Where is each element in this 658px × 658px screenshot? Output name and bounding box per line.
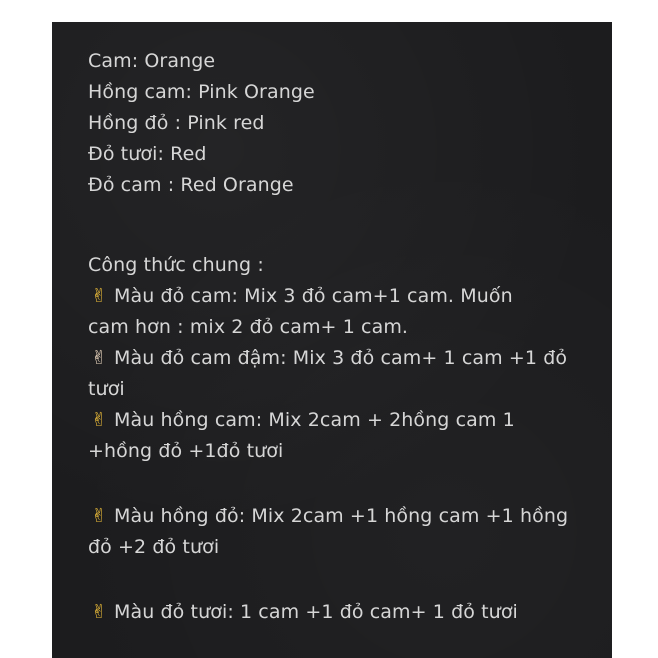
formula-line	[88, 405, 598, 436]
victory-hand-icon: ✌	[90, 285, 108, 307]
formula-line	[88, 281, 598, 312]
color-name-line: Cam: Orange	[88, 50, 216, 72]
formula-text: Màu hồng cam: Mix 2cam + 2hồng cam 1	[114, 409, 515, 431]
color-name-line: Hồng cam: Pink Orange	[88, 81, 315, 103]
color-name-line: Hồng đỏ : Pink red	[88, 112, 265, 134]
formula-heading: Công thức chung :	[88, 254, 264, 276]
spacer	[88, 232, 598, 250]
formula-line	[88, 597, 598, 628]
victory-hand-icon: ✌	[90, 601, 108, 623]
formula-line	[88, 501, 598, 532]
formula-text: Màu đỏ tươi: 1 cam +1 đỏ cam+ 1 đỏ tươi	[114, 601, 518, 623]
spacer	[88, 563, 598, 597]
victory-hand-icon: ✌	[90, 347, 108, 369]
formula-text: Màu đỏ cam: Mix 3 đỏ cam+1 cam. Muốn	[114, 285, 513, 307]
note-screenshot	[52, 22, 612, 658]
note-text	[88, 46, 598, 628]
formula-text: Màu đỏ cam đậm: Mix 3 đỏ cam+ 1 cam +1 đỏ	[114, 347, 568, 369]
formula-line: +hồng đỏ +1đỏ tươi	[88, 440, 284, 462]
victory-hand-icon: ✌	[90, 409, 108, 431]
formula-line	[88, 343, 598, 374]
victory-hand-icon: ✌	[90, 505, 108, 527]
spacer	[88, 467, 598, 501]
color-name-line: Đỏ tươi: Red	[88, 143, 207, 165]
formula-text: Màu hồng đỏ: Mix 2cam +1 hồng cam +1 hồng	[114, 505, 569, 527]
formula-line: cam hơn : mix 2 đỏ cam+ 1 cam.	[88, 316, 409, 338]
color-name-line: Đỏ cam : Red Orange	[88, 174, 294, 196]
spacer	[88, 201, 598, 232]
formula-line: đỏ +2 đỏ tươi	[88, 536, 220, 558]
formula-line: tươi	[88, 378, 125, 400]
